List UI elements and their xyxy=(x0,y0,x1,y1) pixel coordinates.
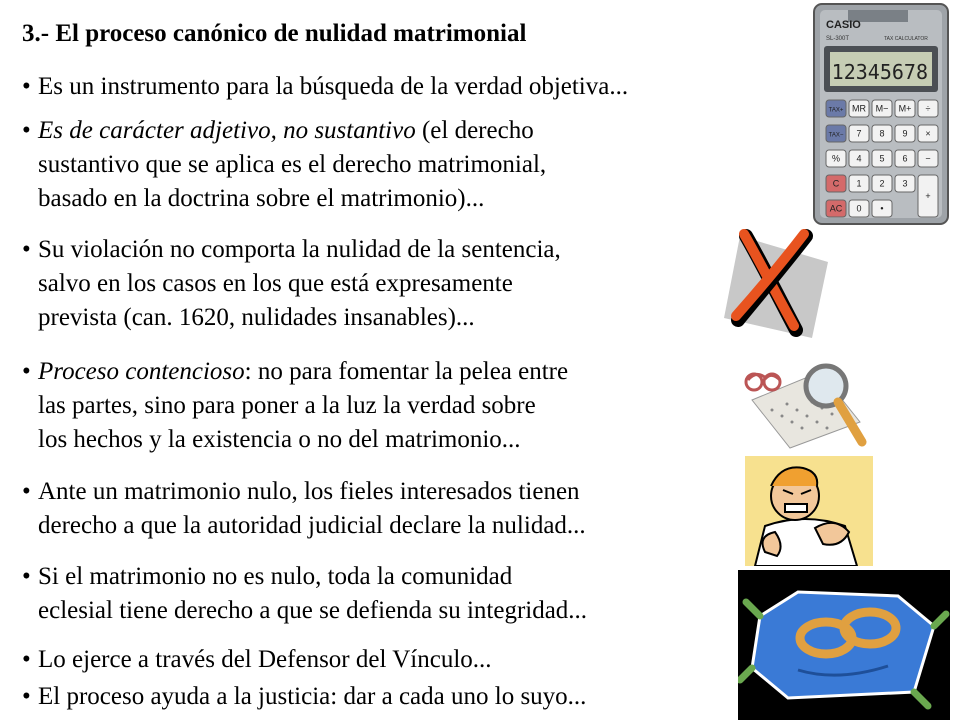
calculator-icon xyxy=(812,2,952,228)
bullet-marker: • xyxy=(22,563,31,590)
calculator-key-label: × xyxy=(925,128,931,139)
calculator-key-label: MR xyxy=(852,103,866,114)
bullet-marker: • xyxy=(22,117,31,144)
calculator-key-label: + xyxy=(925,191,931,201)
bullet-8: • El proceso ayuda a la justicia: dar a cada uno lo suyo... xyxy=(22,680,586,714)
bullet-3: • Su violación no comporta la nulidad de la sentencia, salvo en los casos en los que está expresamente prevista (can. 1620, nulidades insanables)... xyxy=(22,233,561,335)
slide-title: 3.- El proceso canónico de nulidad matrimonial xyxy=(22,20,527,47)
italic-phrase: Es de carácter adjetivo, no sustantivo xyxy=(38,117,416,144)
calculator-key-label: % xyxy=(831,153,841,164)
magnifying-glass-icon xyxy=(742,350,872,450)
calculator-key-label: AC xyxy=(829,203,843,214)
calculator-key-label: 1 xyxy=(856,178,862,189)
calculator-key-label: M− xyxy=(875,103,889,114)
calculator-key-label: TAX− xyxy=(828,132,844,139)
bullet-4: • Proceso contencioso: no para fomentar la pelea entre las partes, sino para poner a la luz la verdad sobre los hechos y la existencia o no del matrimonio... xyxy=(22,355,568,457)
bullet-marker: • xyxy=(22,73,31,100)
calculator-key-label: 6 xyxy=(902,153,908,164)
wedding-rings-cushion-icon xyxy=(738,570,950,720)
calculator-brand: CASIO xyxy=(826,19,861,31)
calculator-key-label: ÷ xyxy=(925,103,931,114)
bullet-marker: • xyxy=(22,646,31,673)
bullet-5: • Ante un matrimonio nulo, los fieles interesados tienen derecho a que la autoridad judicial declare la nulidad... xyxy=(22,475,586,543)
calculator-key-label: 5 xyxy=(879,153,885,164)
bullet-6: • Si el matrimonio no es nulo, toda la comunidad eclesial tiene derecho a que se defienda su integridad... xyxy=(22,560,587,628)
bullet-marker: • xyxy=(22,358,31,385)
bullet-2: • Es de carácter adjetivo, no sustantivo (el derecho sustantivo que se aplica es el derecho matrimonial, basado en la doctrina sobre el matrimonio)... xyxy=(22,114,546,216)
x-mark-icon xyxy=(716,222,834,340)
calculator-key-label: 3 xyxy=(902,178,908,189)
bullet-7: • Lo ejerce a través del Defensor del Vínculo... xyxy=(22,643,492,677)
bullet-marker: • xyxy=(22,236,31,263)
calculator-key-label: 2 xyxy=(879,178,885,189)
bullet-marker: • xyxy=(22,683,31,710)
calculator-key-label: − xyxy=(925,153,931,164)
calculator-display: 12345678 xyxy=(831,60,928,84)
bullet-1: • Es un instrumento para la búsqueda de la verdad objetiva... xyxy=(22,70,628,104)
calculator-key-label: TAX+ xyxy=(828,107,844,114)
italic-phrase: Proceso contencioso xyxy=(38,358,245,385)
calculator-sublabel: TAX CALCULATOR xyxy=(884,36,928,42)
calculator-key-label: 9 xyxy=(902,128,908,139)
calculator-key-label: 7 xyxy=(856,128,862,139)
calculator-key-label: • xyxy=(880,203,884,214)
bullet-marker: • xyxy=(22,478,31,505)
calculator-key-label: 4 xyxy=(856,153,862,164)
calculator-key-label: 8 xyxy=(879,128,885,139)
calculator-key-label: 0 xyxy=(856,203,862,214)
calculator-key-label: M+ xyxy=(898,103,912,114)
calculator-key-label: C xyxy=(832,178,840,189)
calculator-model: SL-300T xyxy=(826,36,850,42)
frustrated-man-icon xyxy=(745,456,873,566)
